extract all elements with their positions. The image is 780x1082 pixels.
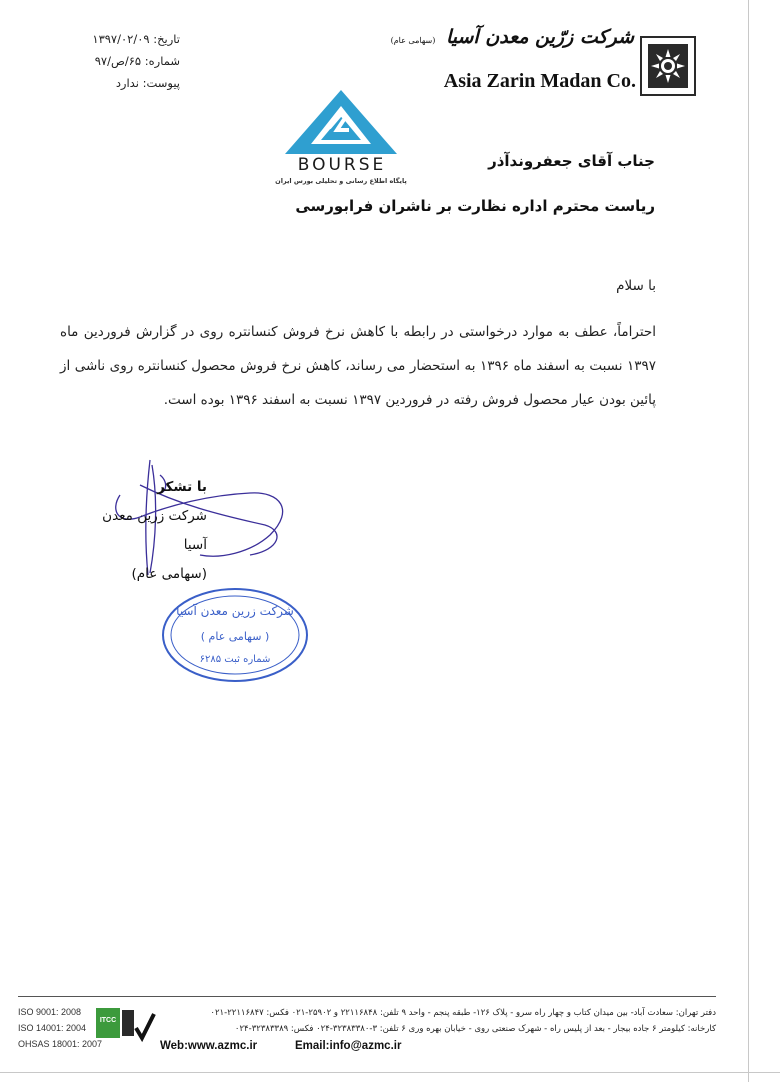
letter-body: احتراماً، عطف به موارد درخواستی در رابطه با کاهش نرخ فروش کنسانتره روی در گزارش فروردین ماه ۱۳۹۷ نسبت به اسفند ماه ۱۳۹۶ به استحضار می رساند، کاهش نرخ فروش محصول کنسانتره روی ناشی از پائین بودن عیار محصول فروش رفته در فروردین ۱۳۹۷ نسبت به اسفند ۱۳۹۶ بوده است.	[60, 324, 656, 408]
page-edge-bottom	[0, 1072, 780, 1073]
bourse-subtitle: پایگاه اطلاع رسانی و تحلیلی بورس ایران	[275, 177, 407, 185]
attachment-row	[30, 72, 180, 94]
cert-badge-text: ITCC	[99, 1017, 117, 1024]
office-address: دفتر تهران: سعادت آباد- بین میدان کتاب و چهار راه سرو - پلاک ۱۲۶- طبقه پنجم - واحد ۹ تلفن: ۲۲۱۱۶۸۴۸ و ۲۵۹۰۲-۰۲۱ فکس: ۲۲۱۱۶۸۴۷-۰۲۱	[210, 1008, 716, 1018]
iso-certifications	[18, 1004, 103, 1052]
date-row	[30, 28, 180, 50]
ohsas-18001: OHSAS 18001: 2007	[18, 1039, 103, 1049]
company-name-en: Asia Zarin Madan Co.	[443, 70, 636, 92]
company-type-fa: (سهامی عام)	[390, 36, 436, 45]
iso-14001: ISO 14001: 2004	[18, 1023, 87, 1033]
attachment-label: پیوست:	[142, 76, 180, 90]
recipient-title: ریاست محترم اداره نظارت بر ناشران فرابورسی	[295, 197, 655, 215]
footer-divider	[18, 996, 716, 997]
letter-meta	[30, 28, 180, 94]
email: Email:info@azmc.ir	[295, 1040, 402, 1052]
stamp-bottom-text: شماره ثبت ۶۲۸۵	[199, 654, 271, 665]
closing-company: شرکت زرین معدن آسیا	[102, 508, 207, 553]
closing-thanks: با تشکر	[157, 479, 207, 495]
certification-badge-icon	[96, 1006, 156, 1046]
closing-company-type: (سهامی عام)	[131, 566, 207, 582]
company-name-fa-text: شرکت زرّین معدن آسیا	[445, 26, 634, 48]
company-name-fa	[390, 26, 634, 48]
greeting: با سلام	[616, 278, 656, 294]
sun-emblem-icon	[640, 36, 696, 96]
website: Web:www.azmc.ir	[160, 1040, 258, 1052]
stamp-middle-text: ( سهامی عام )	[200, 630, 270, 643]
page-edge-right	[748, 0, 749, 1082]
company-stamp	[160, 585, 310, 685]
factory-address: کارخانه: کیلومتر ۶ جاده بیجار - بعد از پلیس راه - شهرک صنعتی روی - خیابان بهره وری ۶ تلفن: ۳-۳۲۳۸۳۳۸۰-۰۲۴ فکس: ۳۲۳۸۳۳۸۹-۰۲۴	[234, 1024, 716, 1034]
number-label: شماره:	[144, 54, 180, 68]
recipient-name: جناب آقای جعفروندآذر	[488, 152, 655, 170]
bourse-wordmark: BOURSE	[297, 155, 387, 175]
closing	[95, 473, 207, 589]
date-value: ۱۳۹۷/۰۲/۰۹	[92, 32, 150, 46]
attachment-value: ندارد	[115, 76, 139, 90]
number-row	[30, 50, 180, 72]
date-label: تاریخ:	[153, 32, 180, 46]
stamp-arc-text: شرکت زرین معدن آسیا	[176, 604, 294, 618]
number-value: ۶۵/ص/۹۷	[94, 54, 142, 68]
iso-9001: ISO 9001: 2008	[18, 1007, 82, 1017]
